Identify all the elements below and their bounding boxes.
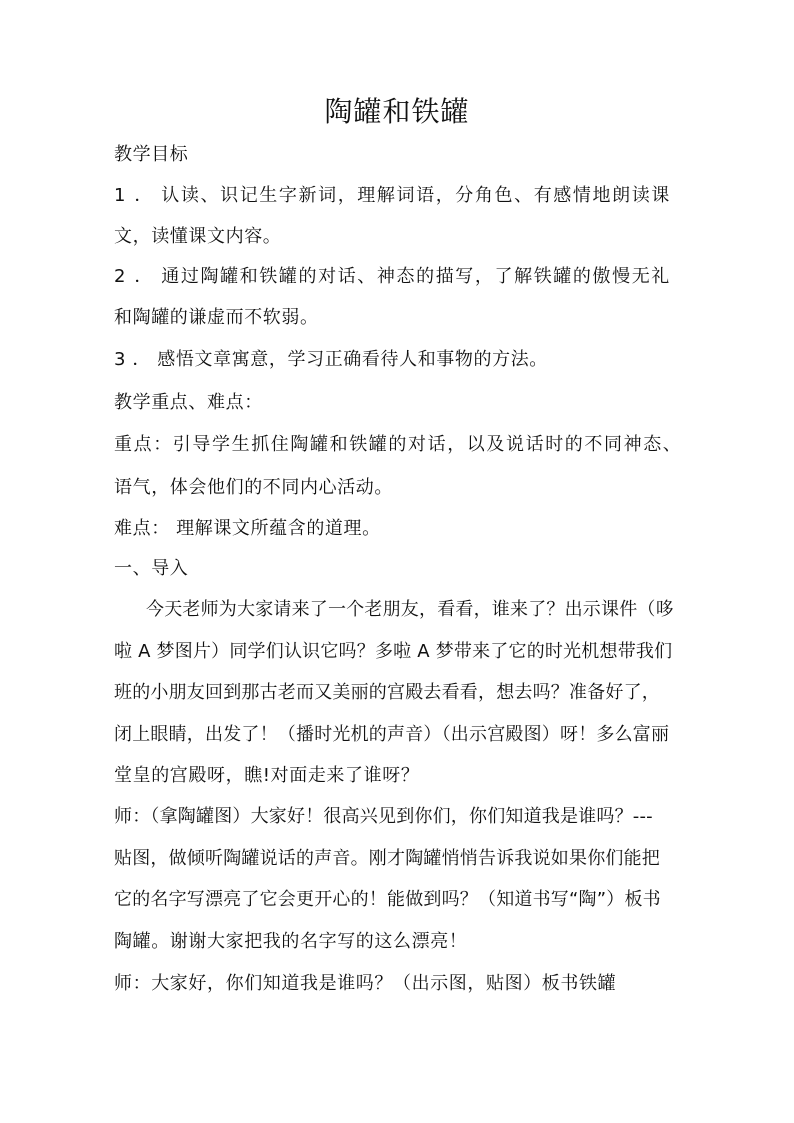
paragraph-line: 文，读懂课文内容。 [114, 226, 282, 247]
paragraph-line: 和陶罐的谦虚而不软弱。 [114, 307, 319, 328]
paragraph-line: 陶罐。谢谢大家把我的名字写的这么漂亮！ [114, 931, 468, 952]
paragraph-line: 今天老师为大家请来了一个老朋友，看看，谁来了？出示课件（哆 [146, 599, 674, 620]
document-title: 陶罐和铁罐 [324, 95, 470, 128]
paragraph-line: 重点：引导学生抓住陶罐和铁罐的对话，以及说话时的不同神态、 [114, 434, 683, 455]
paragraph-line: 师：大家好，你们知道我是谁吗？（出示图，贴图）板书铁罐 [114, 973, 617, 994]
section-heading-introduction: 一、导入 [114, 558, 189, 579]
paragraph-line: 难点： 理解课文所蕴含的道理。 [114, 518, 381, 539]
section-heading-key-points: 教学重点、难点： [114, 392, 263, 413]
paragraph-line: 班的小朋友回到那古老而又美丽的宫殿去看看，想去吗？准备好了， [114, 682, 660, 703]
paragraph-line: 堂皇的宫殿呀，瞧!对面走来了谁呀？ [114, 765, 420, 786]
paragraph-line: 3 ． 感悟文章寓意，学习正确看待人和事物的方法。 [114, 349, 548, 370]
paragraph-line: 师：（拿陶罐图）大家好！很高兴见到你们，你们知道我是谁吗？--- [114, 806, 653, 827]
paragraph-line: 语气，体会他们的不同内心活动。 [114, 477, 393, 498]
paragraph-line: 它的名字写漂亮了它会更开心的！能做到吗？（知道书写“陶”）板书 [114, 889, 661, 910]
paragraph-line: 1 ． 认读、识记生字新词，理解词语，分角色、有感情地朗读课 [114, 185, 671, 206]
paragraph-line: 2 ． 通过陶罐和铁罐的对话、神态的描写，了解铁罐的傲慢无礼 [114, 266, 671, 287]
section-heading-objectives: 教学目标 [114, 144, 189, 165]
paragraph-line: 贴图，做倾听陶罐说话的声音。刚才陶罐悄悄告诉我说如果你们能把 [114, 848, 660, 869]
paragraph-line: 啦 A 梦图片）同学们认识它吗？多啦 A 梦带来了它的时光机想带我们 [114, 641, 673, 662]
paragraph-line: 闭上眼睛，出发了！（播时光机的声音）（出示宫殿图）呀！多么富丽 [114, 724, 670, 745]
